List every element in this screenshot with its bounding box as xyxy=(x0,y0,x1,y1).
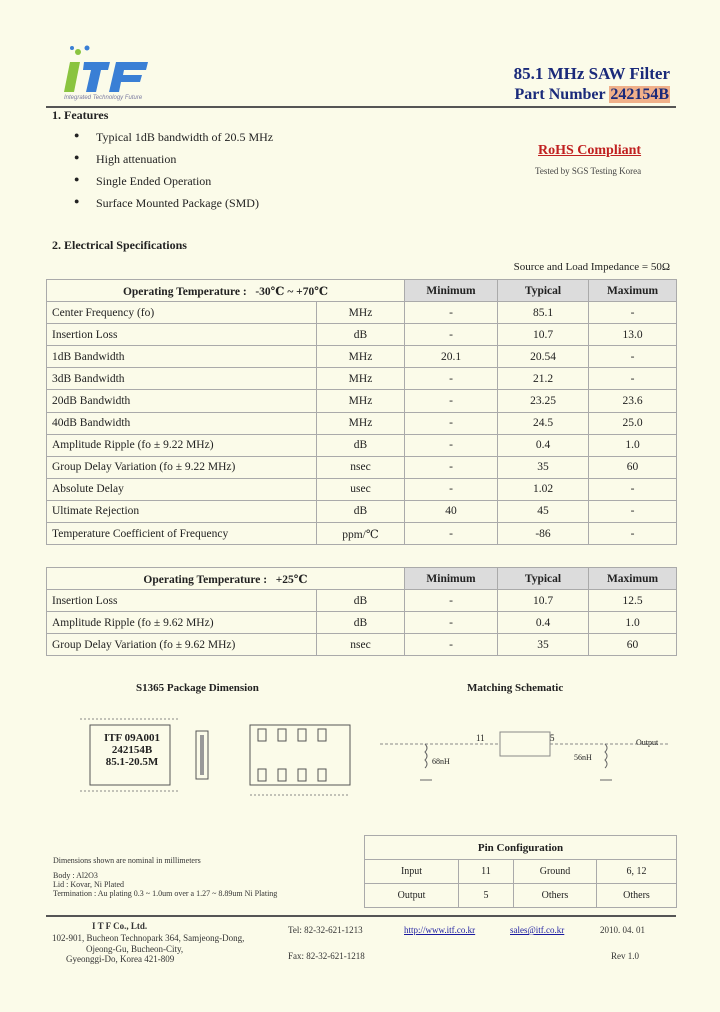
pin-cell: Output xyxy=(365,884,459,908)
cell-unit: dB xyxy=(317,590,405,612)
cell-param: Group Delay Variation (fo ± 9.22 MHz) xyxy=(47,456,317,478)
table-row xyxy=(47,634,677,656)
pin-cell: Others xyxy=(514,884,597,908)
page-title: 85.1 MHz SAW Filter xyxy=(513,64,670,83)
pin-cell: Ground xyxy=(514,860,597,884)
cell-param: Insertion Loss xyxy=(47,590,317,612)
company-address: 102-901, Bucheon Technopark 364, Samjeong-Dong, Ojeong-Gu, Bucheon-City, Gyeonggi-Do, Korea 421-809 xyxy=(52,933,245,964)
pin-config-table xyxy=(364,835,677,908)
schematic-inductor-out: 56nH xyxy=(574,753,592,762)
pin-row xyxy=(365,884,677,908)
cell-max: - xyxy=(589,478,677,500)
cell-max: 60 xyxy=(589,634,677,656)
col-maximum: Maximum xyxy=(589,280,677,302)
cell-typ: 0.4 xyxy=(498,612,589,634)
table-row xyxy=(47,500,677,522)
cell-param: 3dB Bandwidth xyxy=(47,368,317,390)
pin-cell: Others xyxy=(597,884,677,908)
pin-cell: 5 xyxy=(459,884,514,908)
package-caption: S1365 Package Dimension xyxy=(136,682,259,694)
cell-param: 20dB Bandwidth xyxy=(47,390,317,412)
cell-param: Center Frequency (fo) xyxy=(47,302,317,324)
table-row xyxy=(47,346,677,368)
header-rule xyxy=(46,106,676,108)
cell-param: Insertion Loss xyxy=(47,324,317,346)
cell-unit: nsec xyxy=(317,634,405,656)
cell-max: 1.0 xyxy=(589,434,677,456)
cell-min: - xyxy=(405,412,498,434)
cell-max: - xyxy=(589,523,677,545)
cell-max: 25.0 xyxy=(589,412,677,434)
table-row xyxy=(47,324,677,346)
table-row xyxy=(47,478,677,500)
schematic-output-label: Output xyxy=(636,738,659,747)
cell-unit: MHz xyxy=(317,346,405,368)
cell-typ: 23.25 xyxy=(498,390,589,412)
schematic-pin-in: 11 xyxy=(476,733,485,743)
email-link[interactable]: sales@itf.co.kr xyxy=(510,925,565,935)
cell-max: - xyxy=(589,346,677,368)
pin-cell: 6, 12 xyxy=(597,860,677,884)
cell-max: - xyxy=(589,368,677,390)
part-number-line xyxy=(515,86,670,104)
cell-param: 1dB Bandwidth xyxy=(47,346,317,368)
cell-unit: dB xyxy=(317,434,405,456)
spec-table-2 xyxy=(46,567,677,656)
col-minimum: Minimum xyxy=(405,280,498,302)
matching-caption: Matching Schematic xyxy=(467,682,564,694)
part-label: Part Number xyxy=(514,86,606,103)
cell-unit: usec xyxy=(317,478,405,500)
cell-min: - xyxy=(405,434,498,456)
rohs-badge: RoHS Compliant xyxy=(538,143,642,158)
cell-typ: -86 xyxy=(498,523,589,545)
cell-min: - xyxy=(405,390,498,412)
cell-unit: dB xyxy=(317,500,405,522)
table2-temp-header: Operating Temperature : +25℃ xyxy=(47,568,405,590)
package-marking: ITF 09A001 242154B 85.1-20.5M xyxy=(103,732,161,768)
cell-max: 60 xyxy=(589,456,677,478)
cell-min: - xyxy=(405,302,498,324)
cell-max: - xyxy=(589,500,677,522)
cell-min: - xyxy=(405,324,498,346)
table-row xyxy=(47,523,677,545)
fax: Fax: 82-32-621-1218 xyxy=(288,951,365,961)
schematic-inductor-in: 68nH xyxy=(432,757,450,766)
cell-unit: nsec xyxy=(317,456,405,478)
cell-min: - xyxy=(405,368,498,390)
cell-param: Group Delay Variation (fo ± 9.62 MHz) xyxy=(47,634,317,656)
pin-cell: Input xyxy=(365,860,459,884)
table-row xyxy=(47,434,677,456)
doc-revision: Rev 1.0 xyxy=(611,951,639,961)
col-maximum: Maximum xyxy=(589,568,677,590)
cell-param: Absolute Delay xyxy=(47,478,317,500)
features-heading: 1. Features xyxy=(52,108,109,122)
cell-min: - xyxy=(405,523,498,545)
table-row xyxy=(47,412,677,434)
cell-unit: MHz xyxy=(317,368,405,390)
cell-min: - xyxy=(405,612,498,634)
cell-typ: 85.1 xyxy=(498,302,589,324)
footer-rule xyxy=(46,915,676,917)
cell-max: 13.0 xyxy=(589,324,677,346)
matching-schematic xyxy=(380,730,680,790)
cell-min: - xyxy=(405,478,498,500)
col-typical: Typical xyxy=(498,568,589,590)
cell-min: - xyxy=(405,456,498,478)
cell-param: Amplitude Ripple (fo ± 9.22 MHz) xyxy=(47,434,317,456)
col-minimum: Minimum xyxy=(405,568,498,590)
pin-cell: 11 xyxy=(459,860,514,884)
table-row xyxy=(47,302,677,324)
doc-date: 2010. 04. 01 xyxy=(600,925,645,935)
pin-row xyxy=(365,860,677,884)
table-row xyxy=(47,612,677,634)
cell-min: 20.1 xyxy=(405,346,498,368)
cell-min: - xyxy=(405,590,498,612)
package-notes: Dimensions shown are nominal in millimeters Body : Al2O3 Lid : Kovar, Ni Plated Termination : Au plating 0.3 ~ 1.0um over a 1.27 ~ 8.89um Ni Plating xyxy=(53,856,278,898)
pin-config-caption: Pin Configuration xyxy=(365,836,677,860)
cell-typ: 0.4 xyxy=(498,434,589,456)
electrical-heading: 2. Electrical Specifications xyxy=(52,238,187,252)
part-number: 242154B xyxy=(610,86,669,103)
cell-typ: 10.7 xyxy=(498,324,589,346)
schematic-pin-out: 5 xyxy=(550,733,555,743)
cell-min: 40 xyxy=(405,500,498,522)
cell-typ: 10.7 xyxy=(498,590,589,612)
cell-param: Amplitude Ripple (fo ± 9.62 MHz) xyxy=(47,612,317,634)
table-row xyxy=(47,456,677,478)
cell-max: 1.0 xyxy=(589,612,677,634)
spec-table-1 xyxy=(46,279,677,545)
cell-unit: dB xyxy=(317,324,405,346)
cell-unit: dB xyxy=(317,612,405,634)
logo-tagline: Integrated Technology Future xyxy=(64,95,143,101)
cell-typ: 20.54 xyxy=(498,346,589,368)
impedance-note: Source and Load Impedance = 50Ω xyxy=(513,261,670,273)
cell-typ: 21.2 xyxy=(498,368,589,390)
rohs-note: Tested by SGS Testing Korea xyxy=(535,166,642,176)
company-name: I T F Co., Ltd. xyxy=(92,921,148,931)
cell-max: - xyxy=(589,302,677,324)
cell-min: - xyxy=(405,634,498,656)
website-link[interactable]: http://www.itf.co.kr xyxy=(404,925,476,935)
cell-typ: 1.02 xyxy=(498,478,589,500)
cell-param: 40dB Bandwidth xyxy=(47,412,317,434)
table1-temp-header: Operating Temperature : -30℃ ~ +70℃ xyxy=(47,280,405,302)
cell-typ: 24.5 xyxy=(498,412,589,434)
cell-unit: MHz xyxy=(317,390,405,412)
cell-typ: 45 xyxy=(498,500,589,522)
table-row xyxy=(47,390,677,412)
table-row xyxy=(47,368,677,390)
cell-typ: 35 xyxy=(498,634,589,656)
cell-max: 12.5 xyxy=(589,590,677,612)
col-typical: Typical xyxy=(498,280,589,302)
cell-unit: MHz xyxy=(317,412,405,434)
cell-unit: ppm/℃ xyxy=(317,523,405,545)
cell-typ: 35 xyxy=(498,456,589,478)
cell-param: Ultimate Rejection xyxy=(47,500,317,522)
tel: Tel: 82-32-621-1213 xyxy=(288,925,363,935)
cell-unit: MHz xyxy=(317,302,405,324)
table-row xyxy=(47,590,677,612)
cell-param: Temperature Coefficient of Frequency xyxy=(47,523,317,545)
cell-max: 23.6 xyxy=(589,390,677,412)
